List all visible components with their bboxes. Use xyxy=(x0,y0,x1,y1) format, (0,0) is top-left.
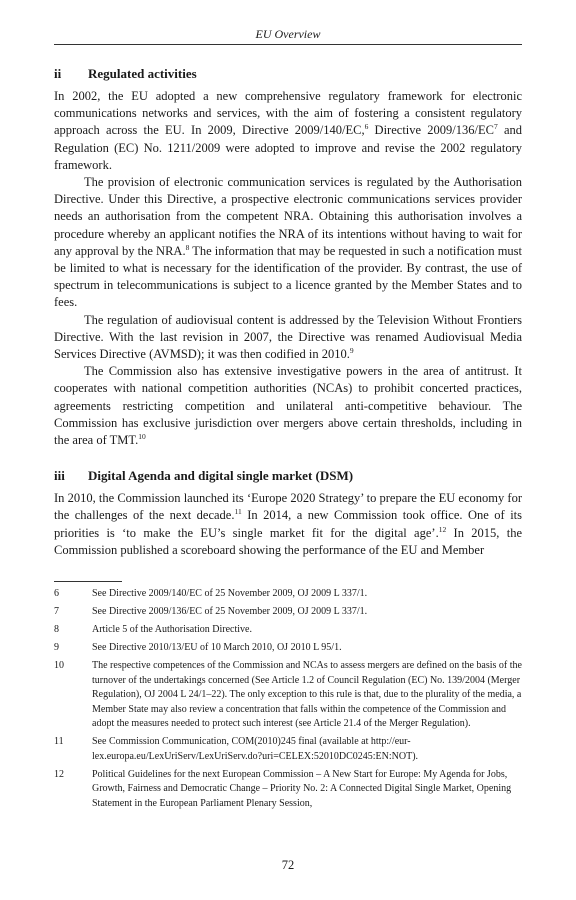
paragraph xyxy=(54,363,522,449)
footnote-number: 9 xyxy=(54,642,59,653)
footnote-ref-9[interactable]: 9 xyxy=(349,345,354,355)
footnote-text: Article 5 of the Authorisation Directive. xyxy=(92,624,252,635)
footnote-text: See Directive 2009/136/EC of 25 November 2009, OJ 2009 L 337/1. xyxy=(92,606,368,617)
footnote-ref-6[interactable]: 6 xyxy=(364,122,369,132)
section-number: iii xyxy=(54,468,65,484)
body-text xyxy=(54,65,522,559)
footnote xyxy=(54,587,522,602)
footnote-number: 12 xyxy=(54,768,64,780)
paragraph xyxy=(54,312,522,364)
footnote xyxy=(54,623,522,638)
footnote-ref-12[interactable]: 12 xyxy=(438,524,447,534)
footnote-text: The respective competences of the Commission and NCAs to assess mergers are defined on the basis of the turnover of the undertakings concerned (See Article 1.2 of Council Regulation (EC) No. 139/2004 (Merger Regulation), OJ 2004 L 24/1–22). The only exception to this rule is that, due to the plurality of the media, a Member State may also review a concentration that falls within the competence of the Commission and adopt the measures needed to protect such interest (see Article 21.4 of the Merger Regulation). xyxy=(92,660,522,729)
paragraph xyxy=(54,174,522,312)
footnote-ref-8[interactable]: 8 xyxy=(185,242,190,252)
paragraph xyxy=(54,490,522,559)
footnote-text: See Commission Communication, COM(2010)245 final (available at http://eur-lex.europa.eu/LexUriServ/LexUriServ.do?uri=CELEX:52010DC0245:EN:NOT). xyxy=(92,736,419,762)
footnote-number: 10 xyxy=(54,660,64,671)
text-run: In 2010, the Commission launched its ‘Europe 2020 Strategy’ to prepare the EU economy for the challenges of the next decade. xyxy=(54,491,522,523)
footnote-number: 7 xyxy=(54,606,59,617)
text-run: The Commission also has extensive investigative powers in the area of antitrust. It cooperates with national competition authorities (NCAs) to prohibit concerted practices, agreements restricting competition and unilateral anti-competitive behaviour. The Commission has exclusive jurisdiction over mergers above certain thresholds, including in the area of TMT. xyxy=(54,364,522,448)
section-title: Regulated activities xyxy=(88,66,197,81)
footnote-text: See Directive 2009/140/EC of 25 November 2009, OJ 2009 L 337/1. xyxy=(92,588,368,599)
footnote xyxy=(54,605,522,620)
section-title: Digital Agenda and digital single market (DSM) xyxy=(88,468,354,484)
page-number: 72 xyxy=(281,858,295,872)
footnote-number: 6 xyxy=(54,588,59,599)
footnote xyxy=(54,768,522,812)
running-header: EU Overview xyxy=(255,27,321,41)
footnote-number: 11 xyxy=(54,736,64,747)
footnote xyxy=(54,735,522,764)
text-run: In 2014, a new Commission took office. One of its priorities is ‘to make the EU’s single market fit for the digital age’. xyxy=(54,508,523,540)
section-number: ii xyxy=(54,66,62,81)
footnote-number: 8 xyxy=(54,624,59,635)
text-run: The information that may be requested in such a notification must be limited to what is necessary for the identification of the provider. By contrast, the use of spectrum in telecommunications is subject to a licence granted by the Member States and to fees. xyxy=(54,243,523,310)
footnotes xyxy=(54,587,522,815)
footnote-ref-7[interactable]: 7 xyxy=(493,122,498,132)
section-heading-iii xyxy=(54,467,522,484)
footnote xyxy=(54,641,522,656)
text-run: The regulation of audiovisual content is addressed by the Television Without Frontiers Directive. With the last revision in 2007, the Directive was renamed Audiovisual Media Services Directive (AVMSD); it was then codified in 2010. xyxy=(54,312,522,362)
header-rule xyxy=(54,44,522,45)
text-run: In 2015, the Commission published a scoreboard showing the performance of the EU and Member xyxy=(54,525,522,557)
footnote-rule xyxy=(54,581,122,582)
text-run: The provision of electronic communication services is regulated by the Authorisation Directive. Under this Directive, a prospective electronic communications services provider needs an authorisation from the competent NRA. Obtaining this authorisation involves a procedure whereby an applicant notifies the NRA of its intentions without having to wait for any approval by the NRA. xyxy=(54,175,522,258)
footnote xyxy=(54,659,522,732)
footnote-ref-11[interactable]: 11 xyxy=(234,507,242,517)
text-run: In 2002, the EU adopted a new comprehensive regulatory framework for electronic communications networks and services, with the aim of fostering a consistent regulatory approach across the EU. In 2009, Directive 2009/140/EC, xyxy=(54,89,522,138)
section-heading-ii xyxy=(54,65,522,82)
text-run: and Regulation (EC) No. 1211/2009 were adopted to improve and revise the 2002 regulatory framework. xyxy=(54,123,522,172)
footnote-ref-10[interactable]: 10 xyxy=(138,431,146,441)
footnote-text: See Directive 2010/13/EU of 10 March 2010, OJ 2010 L 95/1. xyxy=(92,642,342,653)
text-run: Directive 2009/136/EC xyxy=(368,123,494,138)
footnote-text: Political Guidelines for the next European Commission – A New Start for Europe: My Agenda for Jobs, Growth, Fairness and Democratic Change – Priority No. 2: A Connected Digital Single Market, Opening Statement in the European Parliament Plenary Session, xyxy=(92,768,512,809)
paragraph xyxy=(54,88,522,174)
